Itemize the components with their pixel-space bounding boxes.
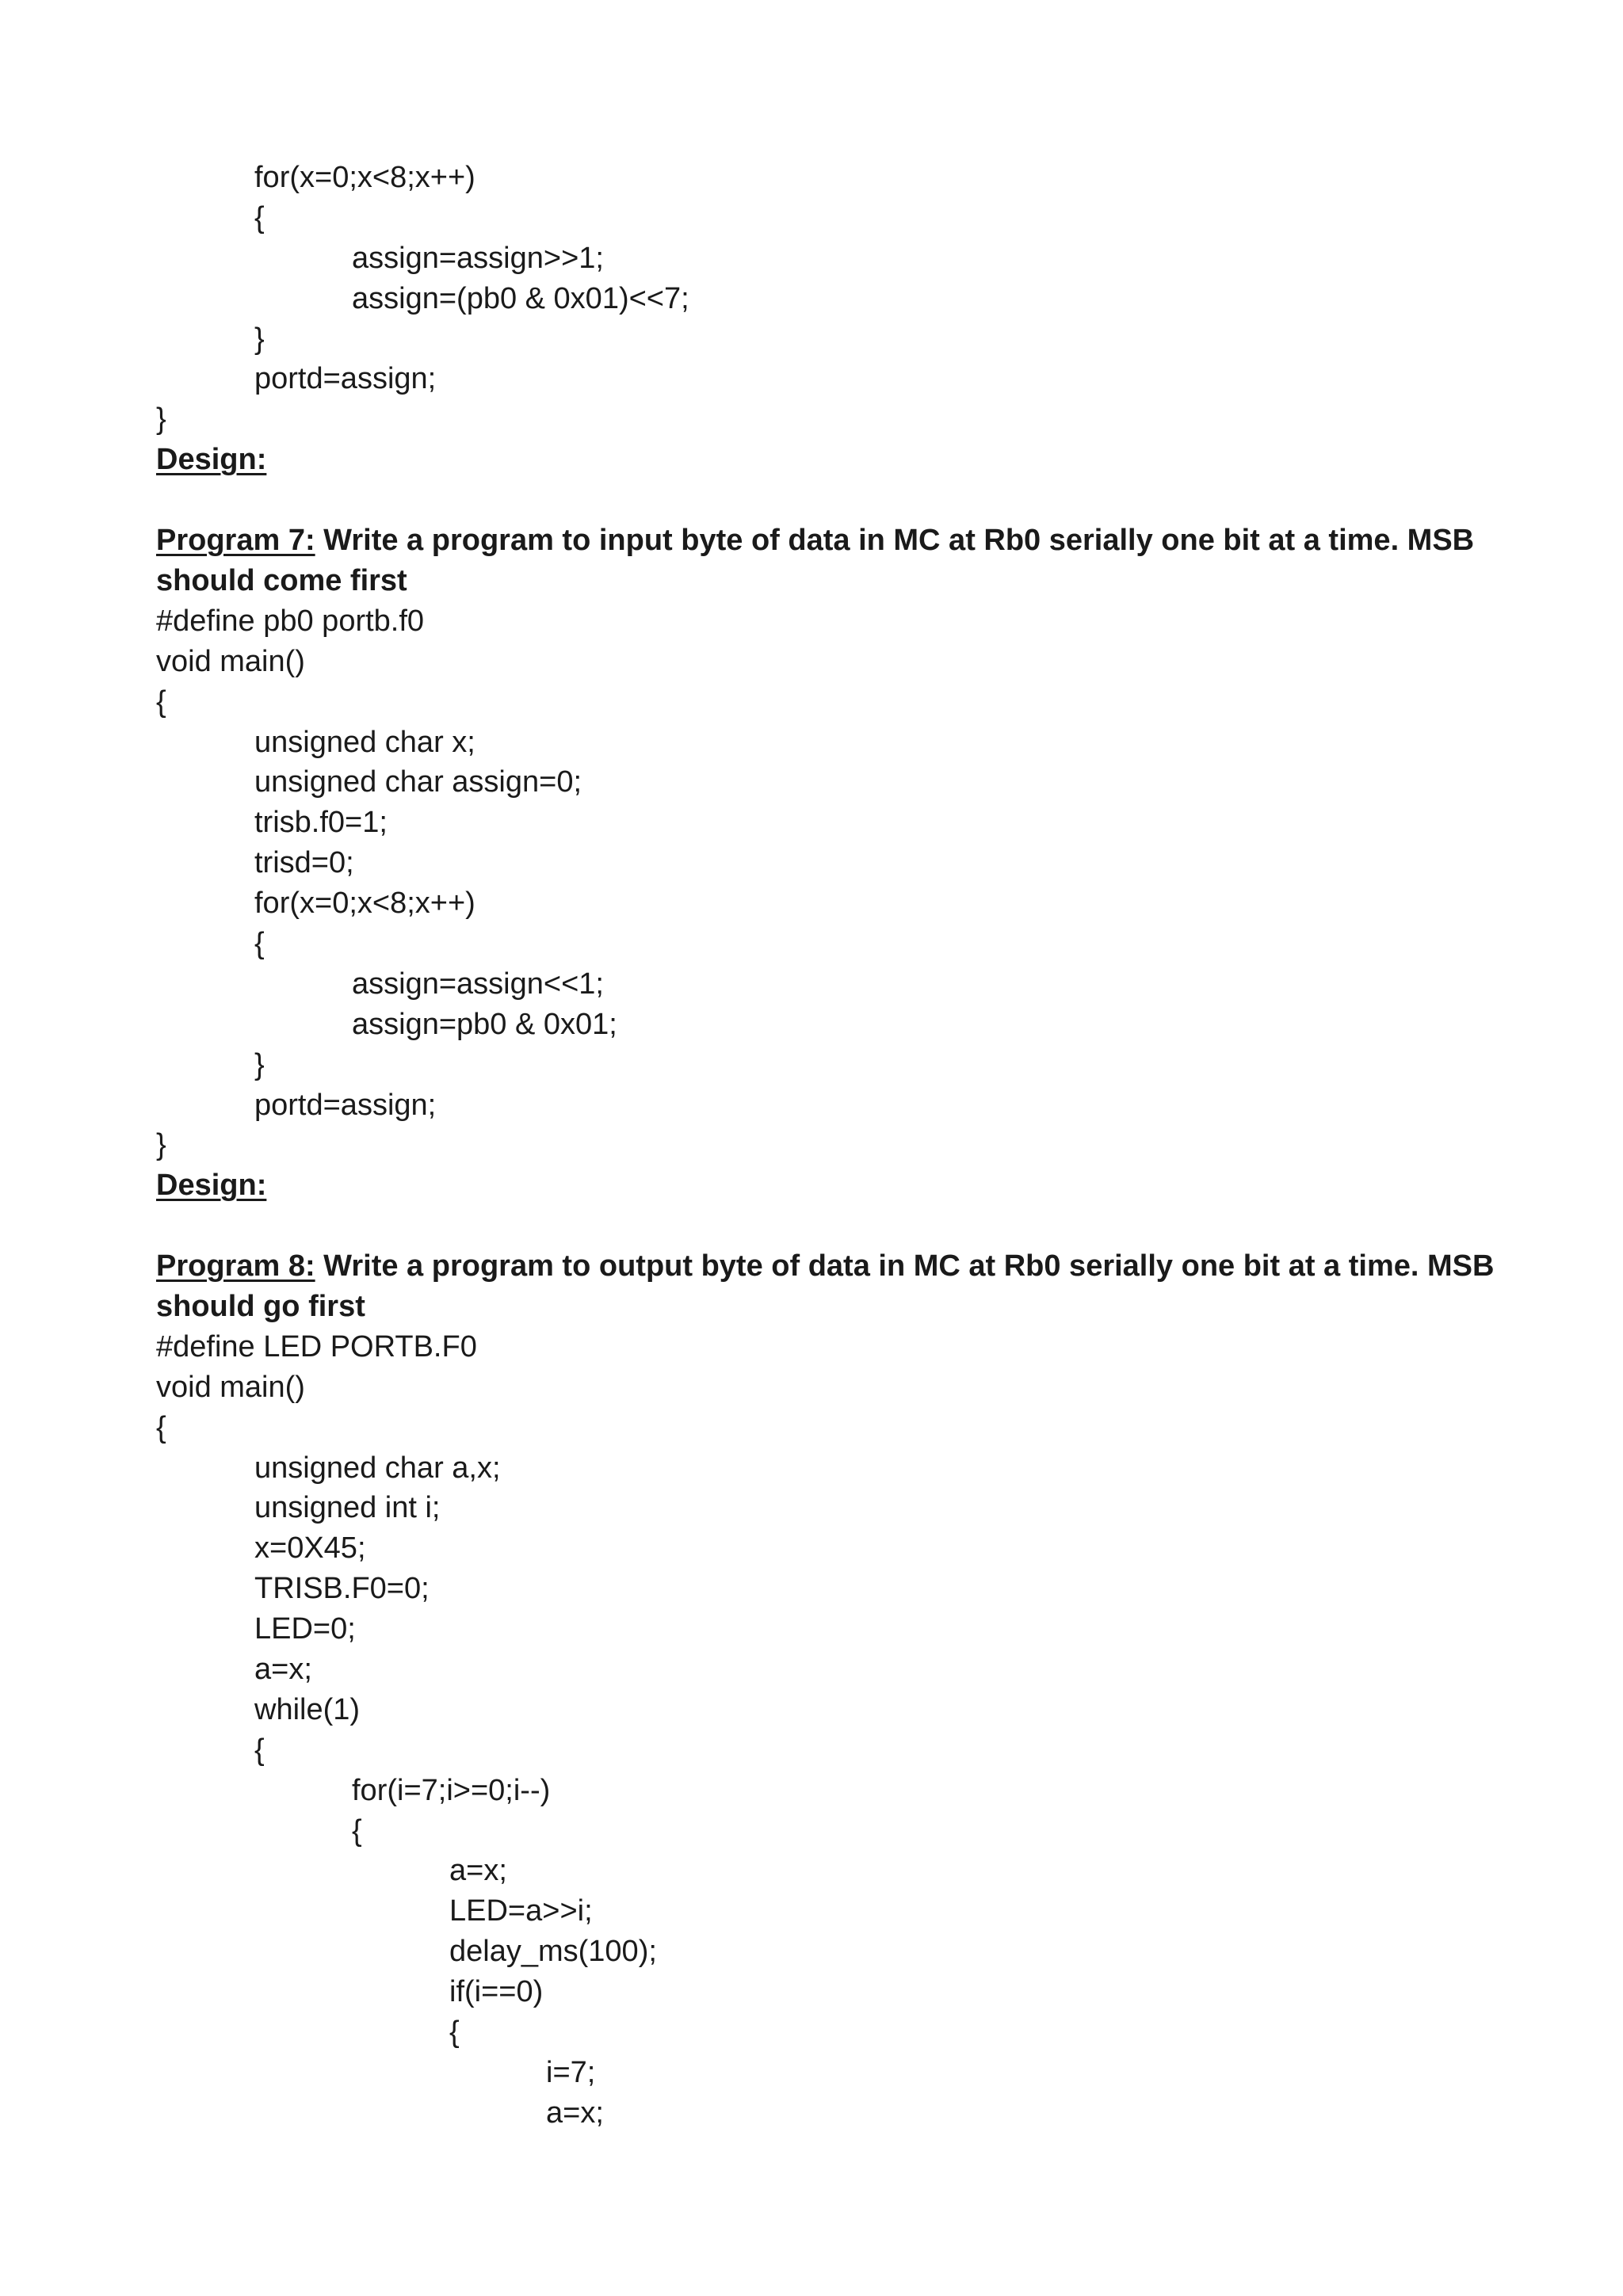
code-line: { — [254, 926, 265, 960]
design-heading — [156, 440, 1503, 480]
code-line: for(x=0;x<8;x++) — [254, 887, 475, 921]
code-line: i=7; — [546, 2055, 596, 2089]
code-line: { — [449, 2016, 460, 2050]
spacer — [156, 1206, 1503, 1246]
code-line: LED=0; — [254, 1612, 356, 1646]
code-line: void main() — [156, 644, 305, 678]
code-line: LED=a>>i; — [449, 1894, 593, 1928]
code-line: TRISB.F0=0; — [254, 1572, 430, 1606]
code-line: a=x; — [254, 1653, 312, 1687]
code-line: { — [254, 1733, 265, 1767]
program-7-title — [156, 521, 1503, 601]
program-8-code-block — [156, 1327, 1503, 2134]
code-line: } — [156, 1128, 166, 1162]
code-line: portd=assign; — [254, 362, 437, 396]
code-line: assign=pb0 & 0x01; — [352, 1007, 617, 1041]
design-heading-text: Design: — [156, 1169, 267, 1203]
code-line: assign=assign<<1; — [352, 967, 604, 1001]
code-line: if(i==0) — [449, 1975, 544, 2009]
design-heading-text: Design: — [156, 443, 267, 477]
program-7-code-block — [156, 601, 1503, 1165]
code-line: unsigned char a,x; — [254, 1451, 501, 1485]
code-line: trisb.f0=1; — [254, 806, 388, 840]
design-heading — [156, 1165, 1503, 1206]
document-page — [156, 158, 1503, 2134]
program-7-label: Program 7: — [156, 524, 315, 558]
code-line: a=x; — [546, 2096, 604, 2130]
code-line: { — [156, 1410, 166, 1444]
program-7-description: Write a program to input byte of data in MC at Rb0 serially one bit at a time. MSB should come first — [156, 524, 1475, 597]
program-8-label: Program 8: — [156, 1249, 315, 1283]
code-line: for(i=7;i>=0;i--) — [352, 1773, 551, 1807]
code-line: void main() — [156, 1370, 305, 1404]
program-8-description: Write a program to output byte of data in MC at Rb0 serially one bit at a time. MSB should go first — [156, 1249, 1495, 1323]
code-line: #define LED PORTB.F0 — [156, 1329, 477, 1363]
code-line: { — [254, 200, 265, 235]
code-line: } — [254, 322, 265, 356]
code-line: assign=assign>>1; — [352, 241, 604, 275]
code-block-continued — [156, 158, 1503, 440]
code-line: { — [352, 1814, 362, 1848]
code-line: portd=assign; — [254, 1088, 437, 1122]
code-line: x=0X45; — [254, 1531, 366, 1566]
code-line: } — [254, 1047, 265, 1081]
code-line: unsigned char assign=0; — [254, 765, 582, 799]
code-line: while(1) — [254, 1692, 361, 1726]
program-8-title — [156, 1246, 1503, 1327]
code-line: { — [156, 685, 166, 719]
code-line: delay_ms(100); — [449, 1935, 657, 1969]
spacer — [156, 480, 1503, 521]
code-line: trisd=0; — [254, 846, 354, 880]
code-line: unsigned char x; — [254, 725, 475, 759]
code-line: a=x; — [449, 1854, 507, 1888]
code-line: } — [156, 402, 166, 437]
code-line: for(x=0;x<8;x++) — [254, 161, 475, 194]
code-line: unsigned int i; — [254, 1491, 441, 1525]
code-line: assign=(pb0 & 0x01)<<7; — [352, 281, 689, 315]
code-line: #define pb0 portb.f0 — [156, 604, 425, 638]
